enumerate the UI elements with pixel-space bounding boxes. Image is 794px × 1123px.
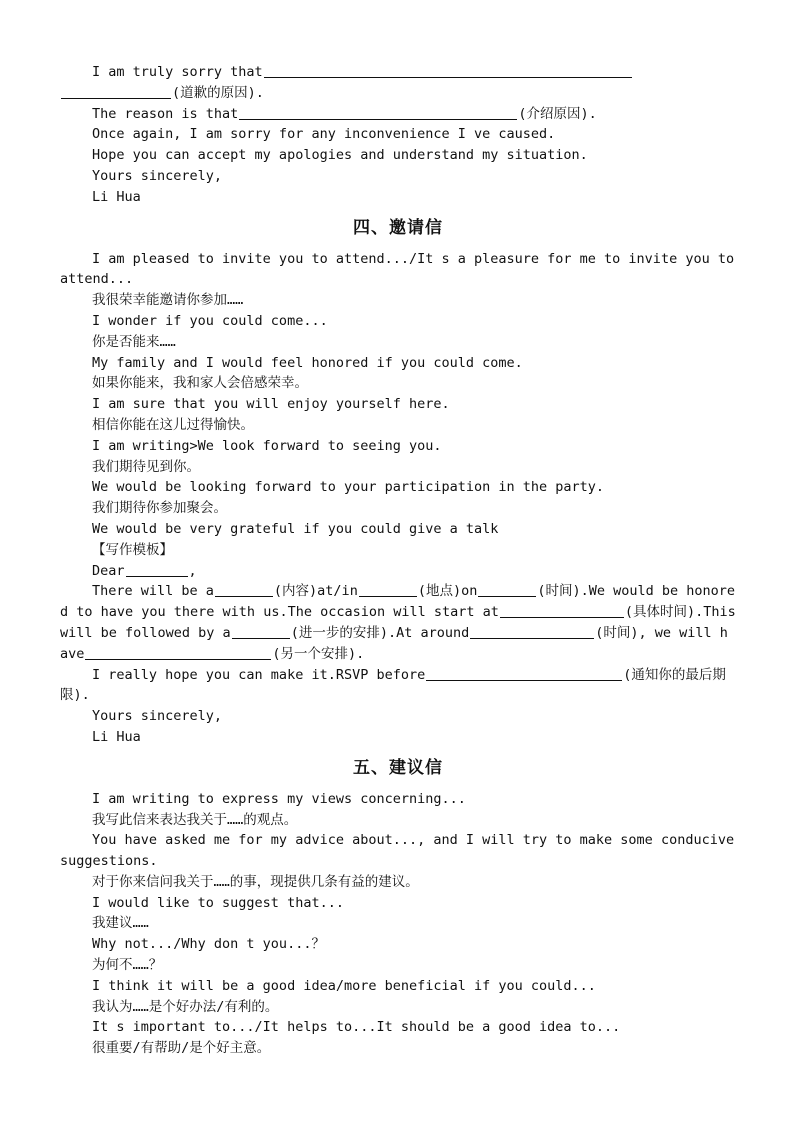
- fill-blank[interactable]: [232, 624, 290, 639]
- fill-blank[interactable]: [478, 582, 536, 597]
- apology-closing: Yours sincerely,: [92, 167, 223, 184]
- invite-line: 你是否能来……: [92, 333, 176, 350]
- apology-line-5: Hope you can accept my apologies and understand my situation.: [92, 147, 588, 164]
- fill-blank[interactable]: [215, 582, 273, 597]
- invite-line: 我们期待见到你。: [92, 458, 200, 475]
- fill-blank[interactable]: [61, 84, 171, 99]
- invite-line: 如果你能来，我和家人会倍感荣幸。: [92, 375, 308, 392]
- suggest-line: You have asked me for my advice about..., and I will try to make some conducive suggestions.: [60, 832, 743, 870]
- apology-line-1: [60, 62, 736, 83]
- fill-blank[interactable]: [239, 105, 517, 120]
- suggest-line: Why not.../Why don t you...？: [92, 936, 325, 953]
- suggest-line: 我认为……是个好办法/有利的。: [92, 998, 279, 1015]
- suggest-line: I am writing to express my views concerning...: [92, 790, 466, 807]
- text: (时间).We would be honored to have you there with us.The occasion will start at: [60, 583, 736, 621]
- suggest-line: I think it will be a good idea/more beneficial if you could...: [92, 977, 596, 994]
- invite-line: I am pleased to invite you to attend.../It s a pleasure for me to invite you to attend...: [60, 250, 743, 288]
- text: Dear: [92, 562, 125, 579]
- section-heading-suggestion: 五、建议信: [353, 757, 443, 778]
- fill-blank[interactable]: [126, 562, 188, 577]
- document-page: [60, 62, 744, 1059]
- text: (具体时间).This will be followed by a: [60, 604, 744, 641]
- fill-blank[interactable]: [470, 624, 594, 639]
- invite-line: I am sure that you will enjoy yourself here.: [92, 396, 450, 413]
- template-rsvp: [60, 665, 736, 707]
- text: (时间), we will have: [60, 624, 728, 662]
- template-closing: Yours sincerely,: [92, 708, 223, 725]
- fill-blank[interactable]: [264, 63, 632, 78]
- text: The reason is that: [92, 105, 239, 122]
- invite-line: 相信你能在这儿过得愉快。: [92, 416, 254, 433]
- apology-signature: Li Hua: [92, 188, 141, 205]
- suggest-line: 很重要/有帮助/是个好主意。: [92, 1040, 271, 1057]
- invite-line: We would be very grateful if you could give a talk: [92, 520, 499, 537]
- text: There will be a: [92, 583, 214, 600]
- template-salutation: [60, 561, 736, 582]
- suggest-line: It s important to.../It helps to...It should be a good idea to...: [92, 1019, 621, 1036]
- apology-line-2: [60, 83, 736, 104]
- apology-line-3: [60, 104, 736, 125]
- fill-blank[interactable]: [85, 645, 271, 660]
- template-body: [60, 581, 744, 664]
- fill-blank[interactable]: [426, 666, 622, 681]
- invite-line: 我很荣幸能邀请你参加……: [92, 292, 244, 309]
- text: I really hope you can make it.RSVP before: [92, 666, 426, 683]
- template-signature: Li Hua: [92, 728, 141, 745]
- invite-line: 我们期待你参加聚会。: [92, 500, 227, 517]
- fill-blank[interactable]: [359, 582, 417, 597]
- template-title: 【写作模板】: [92, 541, 173, 558]
- suggest-line: 我写此信来表达我关于……的观点。: [92, 811, 298, 828]
- invite-line: My family and I would feel honored if you could come.: [92, 354, 523, 371]
- section-heading-invitation: 四、邀请信: [353, 217, 443, 238]
- text: I am truly sorry that: [92, 64, 263, 80]
- suggest-line: 对于你来信问我关于……的事，现提供几条有益的建议。: [92, 873, 419, 890]
- invite-line: We would be looking forward to your participation in the party.: [92, 479, 605, 496]
- fill-blank[interactable]: [500, 603, 624, 618]
- suggest-line: I would like to suggest that...: [92, 894, 344, 911]
- invite-line: I wonder if you could come...: [92, 312, 328, 329]
- text: (介绍原因).: [518, 105, 597, 122]
- suggest-line: 我建议……: [92, 915, 149, 932]
- text: (通知你的最后期限).: [60, 666, 726, 704]
- text: (地点)on: [417, 583, 478, 600]
- invite-line: I am writing>We look forward to seeing you.: [92, 437, 442, 454]
- suggest-line: 为何不……？: [92, 957, 163, 974]
- text: (道歉的原因).: [172, 84, 264, 101]
- text: (另一个安排).: [272, 645, 365, 662]
- text: (进一步的安排).At around: [290, 624, 470, 641]
- text: ,: [188, 562, 197, 579]
- text: (内容)at/in: [273, 583, 358, 600]
- apology-line-4: Once again, I am sorry for any inconvenience I ve caused.: [92, 126, 556, 143]
